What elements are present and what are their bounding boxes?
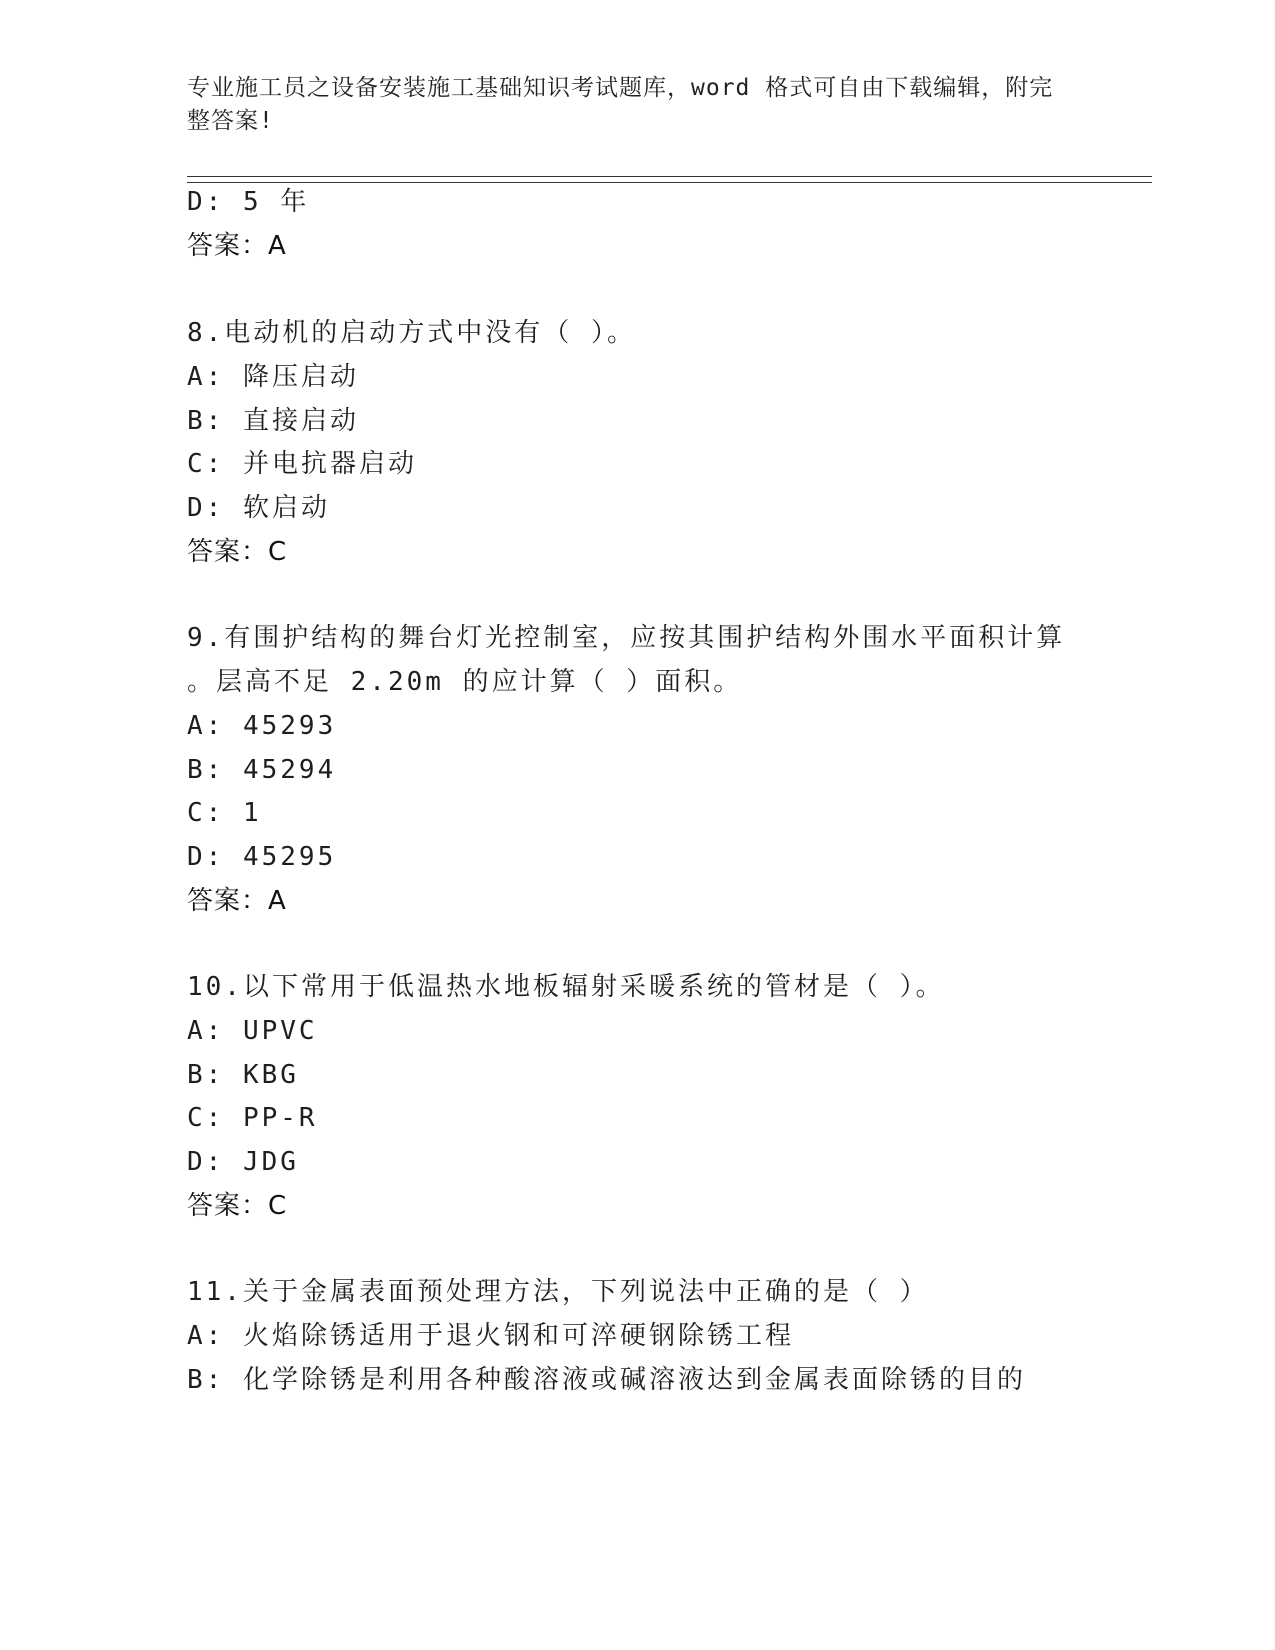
q8-option-a: A: 降压启动 bbox=[187, 362, 359, 392]
q9-option-d: D: 45295 bbox=[187, 842, 337, 872]
q9-stem-line-2: 。层高不足 2.20m 的应计算（ ）面积。 bbox=[187, 667, 743, 697]
q8-option-d: D: 软启动 bbox=[187, 493, 330, 523]
prev-option-d: D: 5 年 bbox=[187, 187, 310, 217]
q10-option-d: D: JDG bbox=[187, 1147, 299, 1177]
q10-option-a: A: UPVC bbox=[187, 1016, 318, 1046]
header-line-2: 整答案! bbox=[187, 108, 274, 134]
q11-option-b: B: 化学除锈是利用各种酸溶液或碱溶液达到金属表面除锈的目的 bbox=[187, 1365, 1026, 1395]
q8-option-c: C: 并电抗器启动 bbox=[187, 449, 417, 479]
q9-stem-line-1: 9.有围护结构的舞台灯光控制室，应按其围护结构外围水平面积计算 bbox=[187, 623, 1066, 653]
q11-stem: 11.关于金属表面预处理方法，下列说法中正确的是（ ） bbox=[187, 1277, 929, 1307]
q10-option-b: B: KBG bbox=[187, 1060, 299, 1090]
q8-answer: 答案：C bbox=[187, 537, 288, 567]
q10-stem: 10.以下常用于低温热水地板辐射采暖系统的管材是（ ）。 bbox=[187, 972, 945, 1002]
header-line-1: 专业施工员之设备安装施工基础知识考试题库，word 格式可自由下载编辑，附完 bbox=[187, 75, 1054, 101]
q9-option-a: A: 45293 bbox=[187, 711, 337, 741]
q8-stem: 8.电动机的启动方式中没有（ ）。 bbox=[187, 318, 636, 348]
document-header bbox=[187, 72, 1067, 138]
q9-answer: 答案：A bbox=[187, 886, 287, 916]
q9-option-b: B: 45294 bbox=[187, 755, 337, 785]
q9-option-c: C: 1 bbox=[187, 798, 262, 828]
prev-answer: 答案：A bbox=[187, 231, 287, 261]
header-double-rule bbox=[187, 176, 1152, 183]
q8-option-b: B: 直接启动 bbox=[187, 406, 359, 436]
q10-answer: 答案：C bbox=[187, 1191, 288, 1221]
q10-option-c: C: PP-R bbox=[187, 1103, 318, 1133]
q11-option-a: A: 火焰除锈适用于退火钢和可淬硬钢除锈工程 bbox=[187, 1321, 794, 1351]
